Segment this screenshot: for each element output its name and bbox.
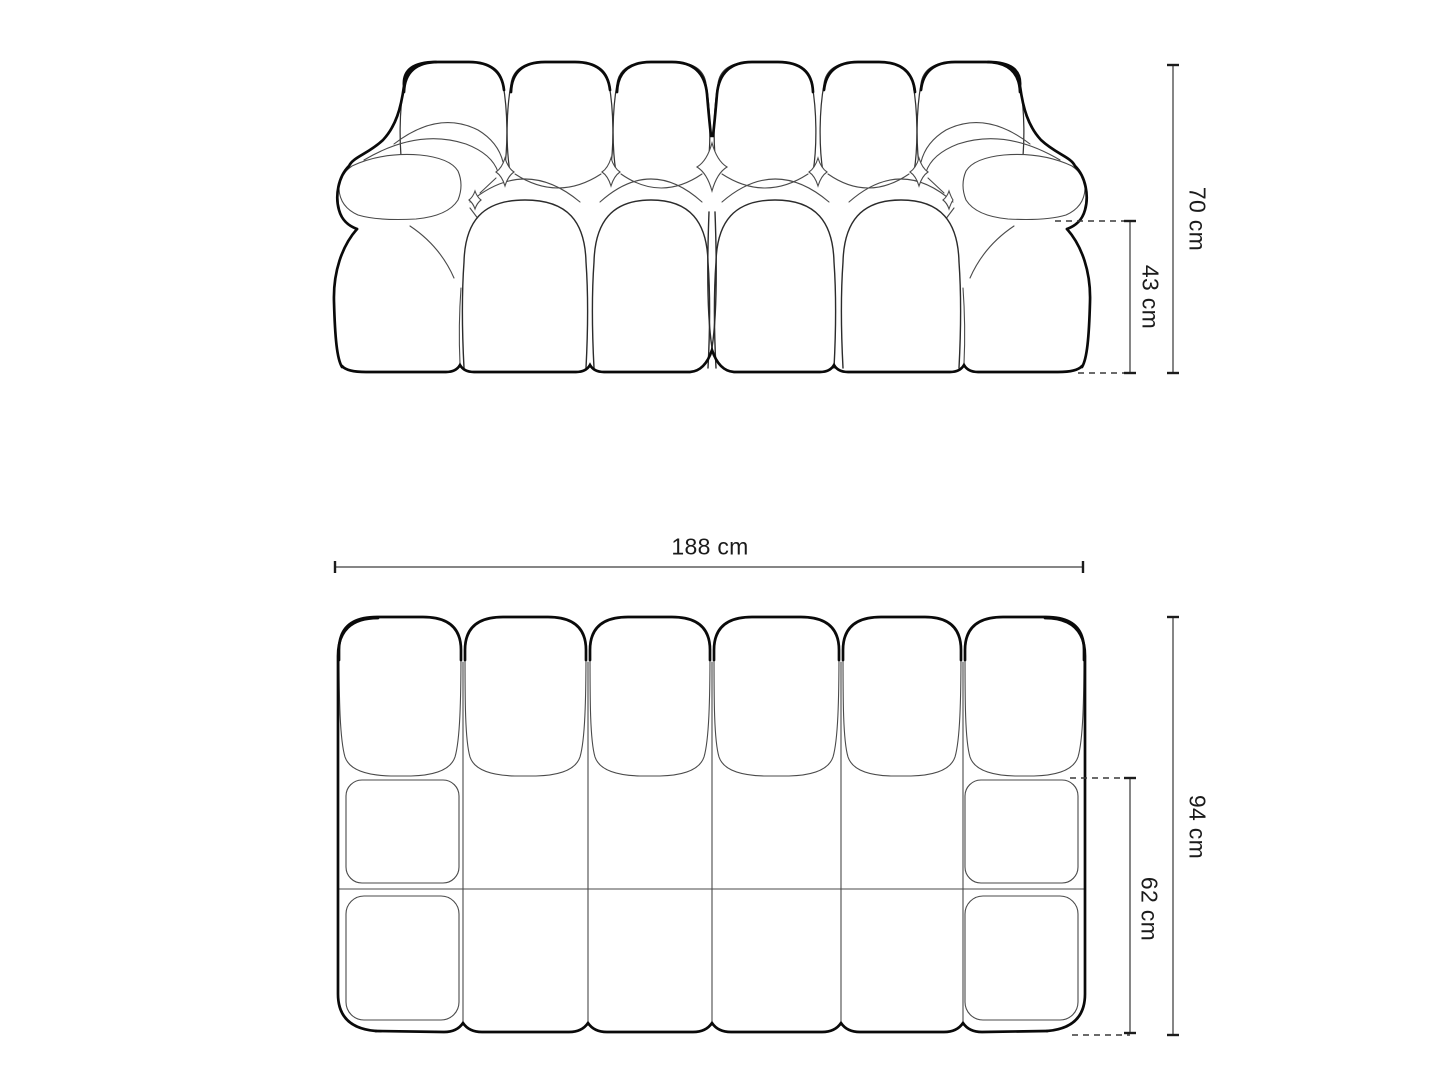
dim-line-overall-depth: [1167, 617, 1179, 1035]
dimension-label-overall-width: 188 cm: [671, 533, 749, 560]
dimension-label-seat-depth: 62 cm: [1136, 876, 1163, 942]
dim-line-overall-width: [335, 561, 1083, 573]
dim-line-seat-depth: [1070, 778, 1136, 1035]
dim-line-seat-height: [1055, 221, 1136, 373]
dimension-label-seat-height: 43 cm: [1137, 264, 1164, 330]
dimension-label-overall-height: 70 cm: [1184, 186, 1211, 252]
dim-line-overall-height: [1167, 65, 1179, 373]
dimension-label-overall-depth: 94 cm: [1184, 794, 1211, 860]
